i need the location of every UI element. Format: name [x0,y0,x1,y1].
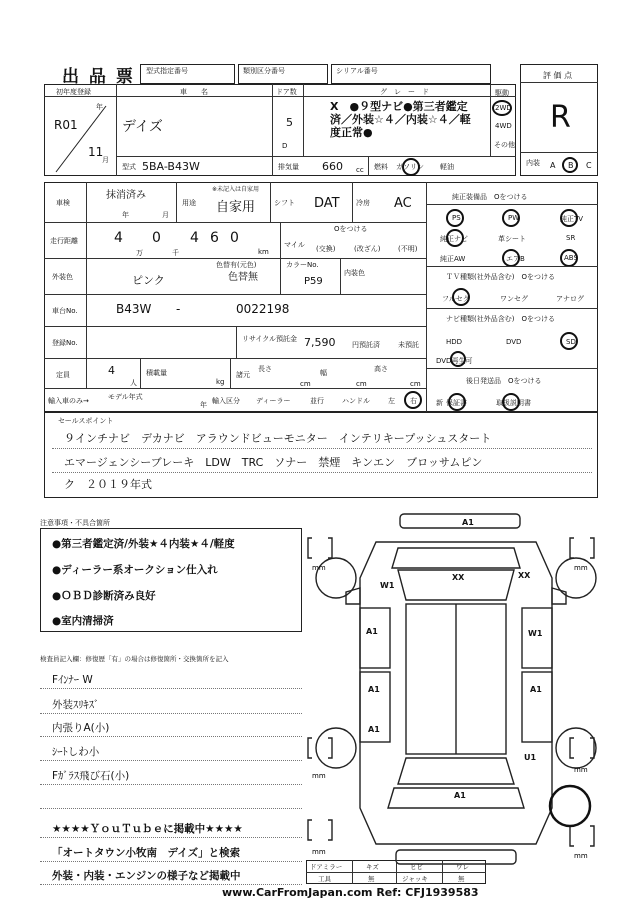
meter-unknown: (不明) [398,245,418,253]
tv-oneseg: ワンセグ [500,295,528,303]
displacement-unit: cc [356,166,364,174]
shift-label: シフト [274,199,295,207]
grade-text: X ●９型ナビ●第三者鑑定済／外装☆４／内装☆４／軽度正常● [330,100,471,139]
registration-label: 登録No. [52,339,78,347]
chassis-prefix: B43W [116,302,152,316]
interior-grade-b: B [568,161,574,170]
tv-analog: アナログ [556,295,584,303]
meter-note: Oをつける [334,225,368,233]
note-4: ●室内清掃済 [52,615,114,627]
mileage-digit-5: 0 [230,230,239,246]
equip-airbag: エアB [506,255,525,263]
damage-mark-right-door-rear: A1 [530,685,542,694]
dims-unit-1: cm [300,380,311,388]
inspection-month-unit: 月 [162,211,169,219]
capacity-label: 定員 [56,371,70,379]
meter-label: マイル [284,241,305,249]
nav-hdd: HDD [446,338,463,346]
car-name-label: 車 名 [180,88,208,96]
after-new: 新 [436,399,443,407]
chassis-number: 0022198 [236,302,290,316]
fuel-gasoline-circle [402,158,420,176]
damage-mark-windshield: XX [452,573,465,582]
model-code: 5BA-B43W [142,160,200,173]
equip-pw-circle [502,209,520,227]
equip-airbag-circle [502,249,520,267]
damage-mark-left-quarter: A1 [368,725,380,734]
after-manual-circle [502,393,520,411]
equip-ps: PS [452,214,461,222]
door-count: 5 [286,116,293,129]
after-title: 後日発送品 Oをつける [466,377,542,385]
equip-abs: ABS [564,254,578,262]
tv-title: ＴＶ種類(社外品含む) Oをつける [446,273,555,281]
mm-label-5: mm [312,848,326,856]
mileage-sen: 千 [172,249,179,257]
inspector-item-5: Fｶﾞﾗｽ飛び石(小) [52,770,130,782]
equip-sr: SR [566,234,576,242]
dvd-playback-circle [450,351,466,367]
watermark: www.CarFromJapan.com Ref: CFJ1939583 [222,886,479,899]
damage-mark-right-door-front: W1 [528,629,543,638]
tv-fullseg: フルセグ [442,295,470,303]
fuel-diesel: 軽油 [440,163,454,171]
mm-label-3: mm [312,772,326,780]
evaluation-label: 評 価 点 [543,71,573,80]
handle-right: 右 [410,397,417,405]
equip-ps-circle [446,209,464,227]
displacement-label: 排気量 [278,163,299,171]
interior-grade-c: C [586,161,592,170]
header-code-label-3: シリアル番号 [336,67,378,75]
color-change-value: 色替無 [228,272,258,283]
fuel-gasoline: ガソリン [396,163,424,171]
table-header-mirror: ドアミラー [310,863,343,871]
equip-abs-circle [560,249,578,267]
evaluation-score: R [550,100,571,135]
table-jack-label: ジャッキ [402,875,428,883]
drive-2wd-circle [492,100,512,116]
inspection-status: 抹消済み [106,190,146,201]
drive-2wd: 2WD [495,104,512,112]
usage-label: 用途 [182,199,196,207]
model-year-label: モデル年式 [108,393,143,401]
dims-height: 高さ [374,365,388,373]
capacity-unit: 人 [130,379,137,387]
mm-label-4: mm [574,766,588,774]
tv-fullseg-circle [452,288,470,306]
dims-label: 諸元 [236,371,250,379]
recycle-value: 7,590 [304,336,336,349]
interior-grade-a: A [550,161,556,170]
car-name: デイズ [122,119,163,135]
dims-unit-3: cm [410,380,421,388]
mm-label-6: mm [574,852,588,860]
sheet-title: 出 品 票 [62,67,135,87]
nav-sd-circle [560,332,578,350]
model-year-unit: 年 [200,401,207,409]
damage-mark-tail: A1 [454,791,466,800]
first-reg-month: 11 [88,145,104,159]
inspector-item-4: ｼｰﾄしわ小 [52,746,100,758]
mileage-unit: km [258,248,269,256]
equip-tv: 純正TV [560,215,584,223]
recycle-none: 未預託 [398,341,419,349]
equip-leather: 革シート [498,235,526,243]
first-reg-year: R01 [54,118,78,132]
displacement: 660 [322,160,343,173]
meter-exchange: (交換) [316,245,336,253]
equip-tv-circle [560,209,578,227]
recycle-unit: 円預託済 [352,341,380,349]
drive-other: その他 [494,141,515,149]
sales-line-2: エマージェンシーブレーキ LDW TRC ソナー 禁煙 キンエン ブロッサムピン [64,456,483,469]
damage-mark-front-bumper: A1 [462,518,474,527]
table-tool-value: 無 [368,875,375,883]
door-label: ドア数 [276,88,297,96]
drive-4wd: 4WD [495,122,512,130]
mileage-label: 走行距離 [50,237,78,245]
inspector-item-3: 内張りA(小) [52,722,110,734]
note-1: ●第三者鑑定済/外装★４内装★４/軽度 [52,538,235,550]
dims-unit-2: cm [356,380,367,388]
table-header-scratch: キズ [366,863,379,871]
shift-value: DAT [314,196,340,211]
interior-b-circle [562,157,578,173]
inspector-item-1: Fｲﾝﾅｰ W [52,674,93,686]
sales-line-1: ９インチナビ デカナビ アラウンドビューモニター インテリキープッシュスタート [64,432,492,445]
nav-dvd: DVD [506,338,522,346]
header-code-label-1: 型式指定番号 [146,67,188,75]
nav-sd: SD [566,338,576,346]
nav-title: ナビ種類(社外品含む) Oをつける [446,315,555,323]
mm-label-2: mm [574,564,588,572]
ac-value: AC [394,196,412,211]
inspector-label: 検査員記入欄：修復歴「有」の場合は修復箇所・交換箇所を記入 [40,655,229,663]
exterior-color-label: 外装色 [52,273,73,281]
import-label: 輸入車のみ→ [48,397,89,405]
car-damage-diagram [306,508,606,878]
fuel-label: 燃料 [374,163,388,171]
handle-right-circle [404,391,422,409]
notes-label: 注意事項・不具合箇所 [40,519,110,527]
equip-pw: PW [508,214,520,222]
promo-3: 外装・内装・エンジンの様子など掲載中 [52,870,241,882]
mileage-digit-4: 6 [210,230,219,246]
damage-mark-left-front: W1 [380,581,395,590]
interior-label: 内装 [526,159,540,167]
mileage-digit-3: 4 [190,230,199,246]
promo-1: ★★★★ＹｏｕＴｕｂｅに掲載中★★★★ [52,823,243,835]
door-unit: D [282,142,288,150]
chassis-dash: - [176,302,181,316]
dims-width: 幅 [320,369,327,377]
meter-tampered: (改ざん) [354,245,381,253]
mm-label-1: mm [312,564,326,572]
exterior-color: ピンク [132,274,165,287]
chassis-label: 車台No. [52,307,78,315]
note-2: ●ディーラー系オークション仕入れ [52,564,218,576]
equip-navi-circle [446,229,464,247]
usage-value: 自家用 [216,200,256,215]
after-manual: 取扱説明書 [496,399,531,407]
grade-label: グ レ ー ド [380,88,429,96]
inspection-year-unit: 年 [122,211,129,219]
inspector-item-2: 外装ｽﾘｷｽﾞ [52,699,100,711]
color-no-label: カラーNo. [286,261,319,269]
import-kind-parallel: 並行 [310,397,324,405]
sales-line-3: ク ２０１９年式 [64,478,152,491]
table-header-crack: ヒビ [410,863,423,871]
import-kind-label: 輸入区分 [212,397,240,405]
equip-navi: 純正ナビ [440,235,468,243]
table-jack-value: 無 [458,875,465,883]
handle-label: ハンドル [342,397,370,405]
first-reg-year-unit: 年 [96,103,103,111]
handle-left: 左 [388,397,395,405]
table-tool-label: 工具 [318,875,331,883]
header-code-label-2: 類別区分番号 [243,67,285,75]
import-kind-dealer: ディーラー [256,397,291,405]
load-label: 積載量 [146,369,167,377]
equipment-title: 純正装備品 Oをつける [452,193,528,201]
color-change-label: 色替有(元色) [216,261,257,269]
load-unit: kg [216,378,225,386]
damage-mark-left-door-front: A1 [366,627,378,636]
color-no-value: P59 [304,276,323,287]
recycle-label: リサイクル預託金 [242,335,298,343]
equip-aw: 純正AW [440,255,466,263]
mileage-digit-2: 0 [152,230,161,246]
note-3: ●ＯＢＤ診断済み良好 [52,590,156,602]
sales-point-label: セールスポイント [58,417,114,425]
ac-label: 冷房 [356,199,370,207]
drive-label: 駆動 [495,89,509,97]
dvd-playback: DVD再生可 [436,357,473,365]
first-registration-label: 初年度登録 [56,88,91,96]
mileage-digit-1: 4 [114,230,123,246]
interior-color-label: 内装色 [344,269,365,277]
promo-2: 「オートタウン小牧南 デイズ」と検索 [52,847,241,859]
dims-length: 長さ [258,365,272,373]
after-warranty: 保証書 [446,399,467,407]
mileage-man: 万 [136,249,143,257]
usage-note: ※未記入は自家用 [212,186,260,193]
damage-mark-left-door-rear: A1 [368,685,380,694]
first-reg-month-unit: 月 [102,156,109,164]
damage-mark-right-quarter: U1 [524,753,537,762]
model-label: 型式 [122,163,136,171]
damage-mark-right-fender: XX [518,571,531,580]
inspection-label: 車検 [56,199,70,207]
after-warranty-circle [448,393,466,411]
capacity-value: 4 [108,364,115,377]
table-header-break: ワレ [456,863,469,871]
